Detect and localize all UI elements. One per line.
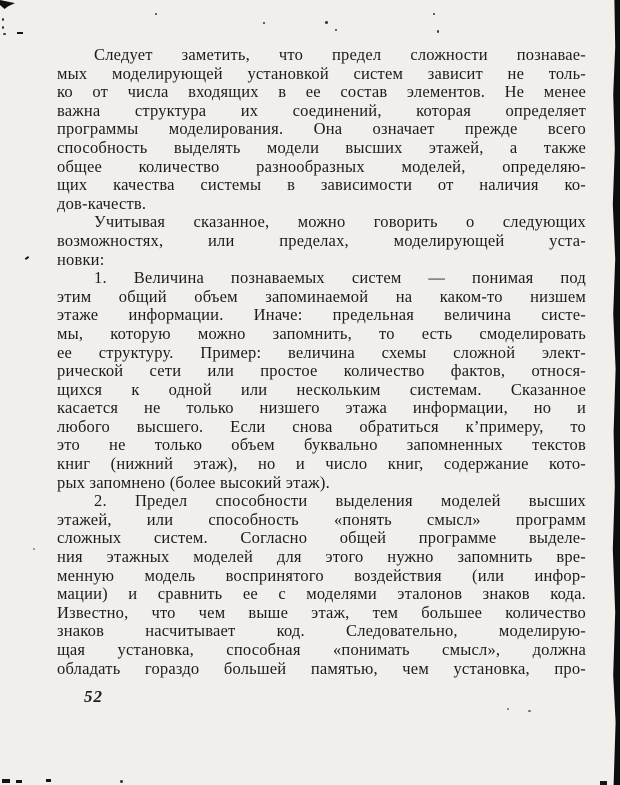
text-line: общее количество разнообразных моделей, определяю- — [57, 156, 586, 176]
text-line: возможностях, или пределах, моделирующей уста- — [57, 230, 586, 250]
text-line: новки: — [57, 249, 105, 269]
scan-speck — [120, 780, 123, 783]
scan-speck — [155, 13, 157, 15]
text-line: Учитывая сказанное, можно говорить о следующих — [94, 212, 586, 232]
text-line: 1. Величина познаваемых систем — понимая под — [94, 268, 586, 288]
text-line: дов-качеств. — [57, 193, 147, 213]
text-line: сложных систем. Согласно общей программе выделе- — [57, 528, 586, 548]
scan-speck — [25, 256, 29, 260]
scan-speck — [3, 33, 6, 35]
scan-speck — [17, 32, 23, 34]
text-line: важна структура их соединений, которая определяет — [57, 100, 586, 120]
text-line: 2. Предел способности выделения моделей высших — [94, 491, 586, 511]
text-line: менную модель воспринятого воздействия (или инфор- — [57, 565, 586, 585]
text-line: Известно, что чем выше этаж, тем большее количество — [57, 602, 586, 622]
scan-speck — [528, 710, 531, 712]
text-line: рых запомнено (более высокий этаж). — [57, 472, 330, 492]
scan-speck — [325, 21, 328, 24]
text-line: рической сети или простое количество фактов, относя- — [57, 361, 586, 381]
text-line: это не только объем буквально запомненных текстов — [57, 435, 586, 455]
text-line: этаже информации. Иначе: предельная величина систе- — [57, 305, 586, 325]
page-text — [57, 46, 586, 678]
text-line: касается не только низшего этажа информации, но и — [57, 398, 586, 418]
scan-speck — [2, 26, 4, 29]
text-line: Следует заметить, что предел сложности познавае- — [94, 45, 586, 64]
text-line: мых моделирующей установкой систем зависит не толь- — [57, 63, 586, 83]
text-line: любого высшего. Если снова обратиться к’примеру, то — [57, 416, 586, 436]
scan-speck — [2, 779, 10, 783]
text-line: щая установка, способная «понимать смысл», должна — [57, 640, 586, 659]
text-line: ко от числа входящих в ее состав элементов. Не менее — [57, 82, 586, 102]
text-line: обладать гораздо большей памятью, чем установка, про- — [57, 658, 586, 678]
text-line: щих качества системы в зависимости от наличия ко- — [57, 175, 586, 195]
text-line: знаков насчитывает код. Следовательно, моделирую- — [57, 621, 586, 641]
scan-speck — [433, 13, 435, 15]
text-line: ее структуру. Пример: величина схемы сложной элект- — [57, 342, 586, 362]
text-line: этим общий объем запоминаемой на каком-то низшем — [57, 286, 586, 306]
text-line: книг (нижний этаж), но и число книг, содержание кото- — [57, 454, 586, 474]
text-line: щихся к одной или нескольким системам. Сказанное — [57, 379, 586, 399]
scan-speck — [437, 30, 439, 33]
scan-edge-bar — [612, 0, 620, 785]
scan-speck — [507, 708, 509, 710]
text-line: мы, которую можно запомнить, то есть смоделировать — [57, 323, 586, 343]
scan-speck — [46, 779, 51, 782]
text-line: мации) и сравнить ее с моделями эталонов знаков кода. — [57, 584, 586, 604]
page-number: 52 — [84, 687, 103, 706]
text-line: ния этажных моделей для этого нужно запомнить вре- — [57, 547, 586, 567]
scan-speck — [263, 22, 265, 24]
text-line: программы моделирования. Она означает прежде всего — [57, 119, 586, 139]
scan-speck — [600, 781, 607, 785]
scan-speck — [33, 548, 35, 550]
scan-corner-mark — [0, 0, 15, 9]
text-line: этажей, или способность «понять смысл» программ — [57, 509, 586, 529]
scan-speck — [2, 18, 4, 21]
scan-speck — [335, 29, 337, 31]
scan-speck — [16, 780, 22, 783]
text-line: способность выделять модели высших этажей, а также — [57, 137, 586, 157]
